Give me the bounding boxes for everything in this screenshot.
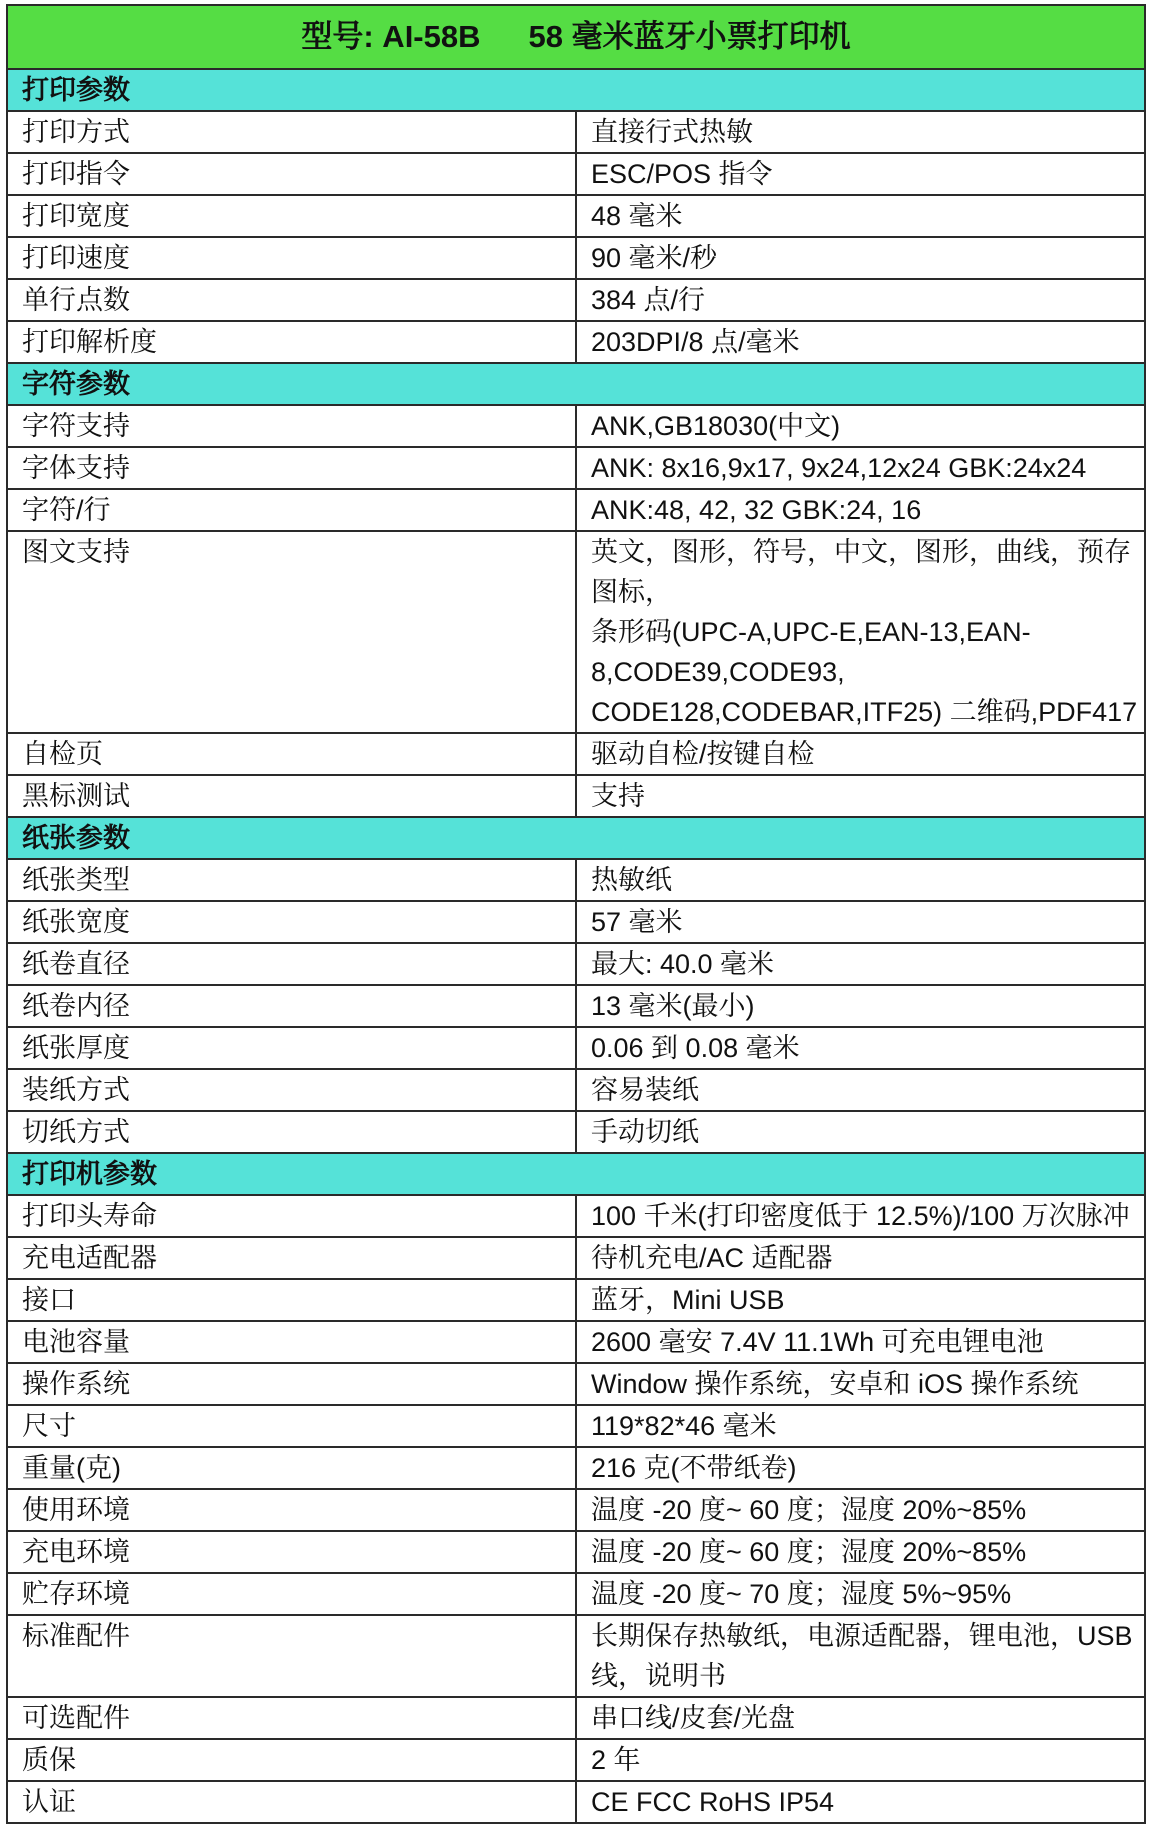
- spec-value: 温度 -20 度~ 60 度；湿度 20%~85%: [576, 1489, 1145, 1531]
- spec-label: 标准配件: [7, 1615, 576, 1697]
- spec-table-body: [7, 5, 1145, 1823]
- table-row: [7, 1111, 1145, 1153]
- table-row: [7, 447, 1145, 489]
- spec-label: 打印头寿命: [7, 1195, 576, 1237]
- product-name: 58 毫米蓝牙小票打印机: [528, 19, 851, 54]
- table-row: [7, 985, 1145, 1027]
- spec-label: 可选配件: [7, 1697, 576, 1739]
- section-title: 打印参数: [7, 69, 1145, 111]
- spec-value: 热敏纸: [576, 859, 1145, 901]
- table-row: [7, 1447, 1145, 1489]
- spec-label: 字符/行: [7, 489, 576, 531]
- table-row: [7, 1405, 1145, 1447]
- table-row: [7, 901, 1145, 943]
- spec-value: 100 千米(打印密度低于 12.5%)/100 万次脉冲: [576, 1195, 1145, 1237]
- table-row: [7, 405, 1145, 447]
- spec-label: 打印宽度: [7, 195, 576, 237]
- table-row: [7, 1321, 1145, 1363]
- spec-value: 蓝牙，Mini USB: [576, 1279, 1145, 1321]
- spec-label: 打印速度: [7, 237, 576, 279]
- table-row: [7, 531, 1145, 733]
- section-title: 字符参数: [7, 363, 1145, 405]
- table-row: [7, 237, 1145, 279]
- spec-label: 充电环境: [7, 1531, 576, 1573]
- spec-label: 自检页: [7, 733, 576, 775]
- table-row: [7, 1069, 1145, 1111]
- table-row: [7, 1489, 1145, 1531]
- table-row: [7, 1573, 1145, 1615]
- spec-label: 质保: [7, 1739, 576, 1781]
- spec-value-line: 条形码(UPC-A,UPC-E,EAN-13,EAN-8,CODE39,CODE93,: [591, 617, 1031, 687]
- spec-value: 216 克(不带纸卷): [576, 1447, 1145, 1489]
- table-row: [7, 279, 1145, 321]
- table-row: [7, 1237, 1145, 1279]
- section-header-row: [7, 817, 1145, 859]
- spec-value: CE FCC RoHS IP54: [576, 1781, 1145, 1823]
- spec-value: 串口线/皮套/光盘: [576, 1697, 1145, 1739]
- spec-value-line: CODE128,CODEBAR,ITF25) 二维码,PDF417: [591, 697, 1138, 727]
- section-header-row: [7, 1153, 1145, 1195]
- spec-label: 纸张厚度: [7, 1027, 576, 1069]
- spec-value: 容易装纸: [576, 1069, 1145, 1111]
- spec-label: 尺寸: [7, 1405, 576, 1447]
- table-row: [7, 1615, 1145, 1697]
- spec-value: [576, 531, 1145, 733]
- table-row: [7, 1739, 1145, 1781]
- spec-value: 手动切纸: [576, 1111, 1145, 1153]
- spec-value: 13 毫米(最小): [576, 985, 1145, 1027]
- spec-label: 使用环境: [7, 1489, 576, 1531]
- table-row: [7, 859, 1145, 901]
- spec-value: 119*82*46 毫米: [576, 1405, 1145, 1447]
- table-row: [7, 943, 1145, 985]
- section-title: 打印机参数: [7, 1153, 1145, 1195]
- table-row: [7, 195, 1145, 237]
- spec-value: Window 操作系统，安卓和 iOS 操作系统: [576, 1363, 1145, 1405]
- table-row: [7, 489, 1145, 531]
- spec-label: 单行点数: [7, 279, 576, 321]
- table-row: [7, 1195, 1145, 1237]
- spec-value: 2 年: [576, 1739, 1145, 1781]
- spec-label: 操作系统: [7, 1363, 576, 1405]
- spec-label: 纸卷直径: [7, 943, 576, 985]
- spec-label: 接口: [7, 1279, 576, 1321]
- spec-label: 打印指令: [7, 153, 576, 195]
- spec-value: 温度 -20 度~ 70 度；湿度 5%~95%: [576, 1573, 1145, 1615]
- table-row: [7, 1363, 1145, 1405]
- section-header-row: [7, 69, 1145, 111]
- table-row: [7, 1027, 1145, 1069]
- spec-value: ANK: 8x16,9x17, 9x24,12x24 GBK:24x24: [576, 447, 1145, 489]
- spec-value: ANK:48, 42, 32 GBK:24, 16: [576, 489, 1145, 531]
- spec-value: 直接行式热敏: [576, 111, 1145, 153]
- spec-value: 2600 毫安 7.4V 11.1Wh 可充电锂电池: [576, 1321, 1145, 1363]
- model-number: 型号: AI-58B: [301, 19, 481, 54]
- spec-label: 装纸方式: [7, 1069, 576, 1111]
- spec-label: 纸卷内径: [7, 985, 576, 1027]
- table-row: [7, 1781, 1145, 1823]
- spec-label: 图文支持: [7, 531, 576, 733]
- spec-value: 203DPI/8 点/毫米: [576, 321, 1145, 363]
- spec-value: 0.06 到 0.08 毫米: [576, 1027, 1145, 1069]
- spec-label: 纸张宽度: [7, 901, 576, 943]
- spec-label: 重量(克): [7, 1447, 576, 1489]
- table-row: [7, 733, 1145, 775]
- spec-value: 最大: 40.0 毫米: [576, 943, 1145, 985]
- spec-value-line: 英文，图形，符号，中文，图形，曲线，预存图标，: [591, 537, 1131, 607]
- spec-value: 384 点/行: [576, 279, 1145, 321]
- spec-value: 48 毫米: [576, 195, 1145, 237]
- table-row: [7, 1531, 1145, 1573]
- spec-value: 待机充电/AC 适配器: [576, 1237, 1145, 1279]
- spec-label: 贮存环境: [7, 1573, 576, 1615]
- table-row: [7, 153, 1145, 195]
- spec-value: 长期保存热敏纸，电源适配器，锂电池，USB 线，说明书: [576, 1615, 1145, 1697]
- spec-label: 打印方式: [7, 111, 576, 153]
- title-row: [7, 5, 1145, 69]
- spec-value: 支持: [576, 775, 1145, 817]
- spec-table: [6, 4, 1146, 1824]
- spec-value: ANK,GB18030(中文): [576, 405, 1145, 447]
- table-row: [7, 111, 1145, 153]
- spec-label: 充电适配器: [7, 1237, 576, 1279]
- spec-value: 90 毫米/秒: [576, 237, 1145, 279]
- spec-label: 字符支持: [7, 405, 576, 447]
- spec-label: 纸张类型: [7, 859, 576, 901]
- spec-label: 切纸方式: [7, 1111, 576, 1153]
- table-row: [7, 1279, 1145, 1321]
- table-row: [7, 775, 1145, 817]
- spec-label: 黑标测试: [7, 775, 576, 817]
- spec-label: 电池容量: [7, 1321, 576, 1363]
- table-row: [7, 321, 1145, 363]
- section-title: 纸张参数: [7, 817, 1145, 859]
- spec-value: ESC/POS 指令: [576, 153, 1145, 195]
- spec-label: 认证: [7, 1781, 576, 1823]
- table-title: [7, 5, 1145, 69]
- section-header-row: [7, 363, 1145, 405]
- spec-value: 温度 -20 度~ 60 度；湿度 20%~85%: [576, 1531, 1145, 1573]
- spec-value: 57 毫米: [576, 901, 1145, 943]
- spec-label: 字体支持: [7, 447, 576, 489]
- spec-value: 驱动自检/按键自检: [576, 733, 1145, 775]
- table-row: [7, 1697, 1145, 1739]
- spec-label: 打印解析度: [7, 321, 576, 363]
